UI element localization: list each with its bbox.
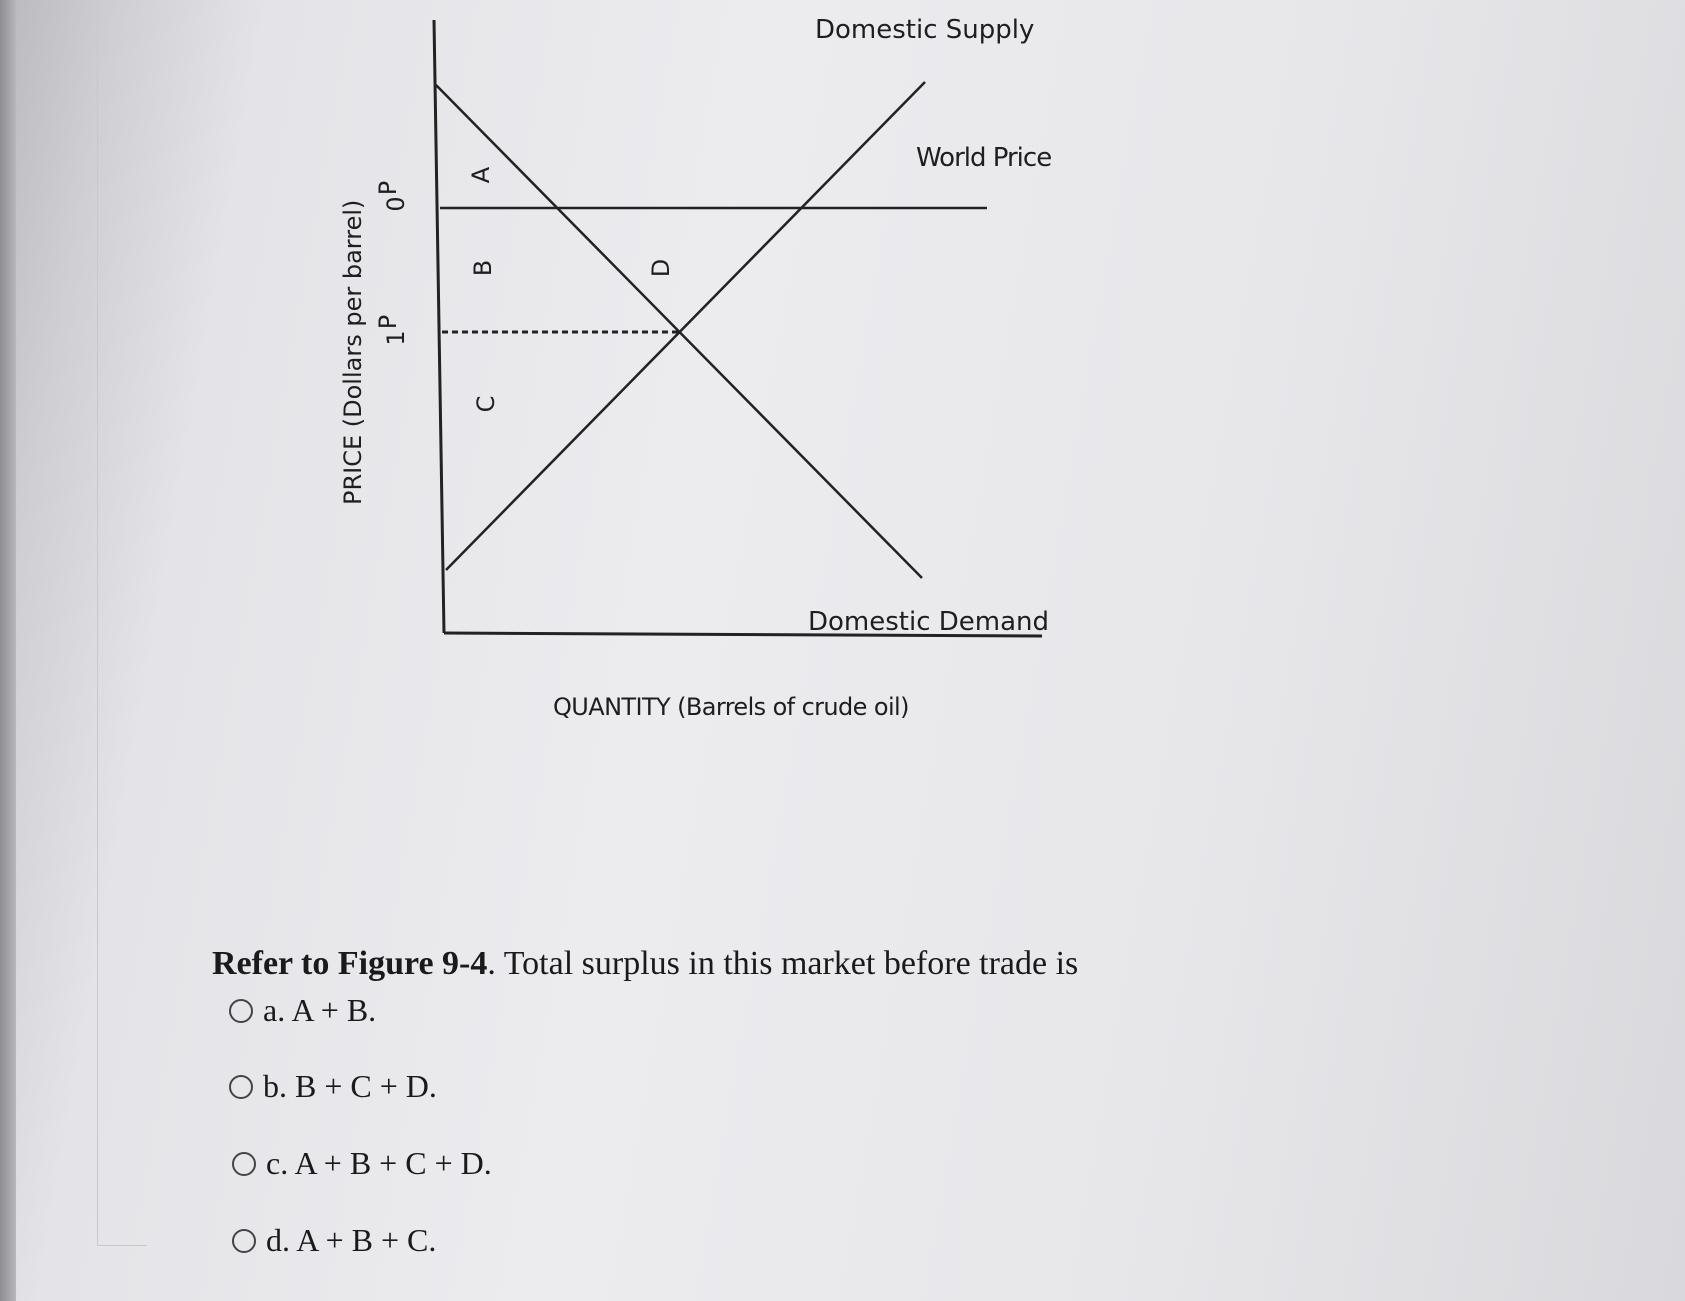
option-b[interactable] [229,1068,437,1105]
option-c[interactable] [232,1145,492,1182]
option-d[interactable] [232,1222,436,1259]
svg-text:P: P [374,180,402,196]
area-d-label: D [647,258,675,278]
area-b-label: B [469,259,497,277]
radio-option-c[interactable] [232,1152,256,1176]
figure-reference: Refer to Figure 9-4 [212,945,488,982]
svg-text:1: 1 [382,330,410,346]
option-b-label: b. B + C + D. [263,1068,437,1104]
radio-option-d[interactable] [232,1229,256,1253]
option-a[interactable] [229,992,376,1029]
option-a-label: a. A + B. [263,992,377,1028]
p0-label [374,181,410,212]
option-c-label: c. A + B + C + D. [266,1145,492,1181]
radio-option-a[interactable] [229,999,253,1023]
x-axis-title: QUANTITY (Barrels of crude oil) [553,693,909,721]
svg-text:P: P [374,314,402,330]
question-text [212,945,1078,983]
domestic-supply-curve [446,82,925,570]
y-axis [434,20,444,633]
domestic-demand-label: Domestic Demand [808,607,1050,637]
area-a-label: A [467,166,495,184]
y-axis-title: PRICE (Dollars per barrel) [339,199,367,505]
svg-text:0: 0 [382,196,410,212]
world-price-label: World Price [916,143,1052,173]
area-c-label: C [472,395,500,413]
domestic-supply-label: Domestic Supply [815,15,1035,45]
question-body: . Total surplus in this market before trade is [487,945,1079,982]
radio-option-b[interactable] [229,1075,253,1099]
option-d-label: d. A + B + C. [266,1222,437,1258]
p1-label [374,315,410,346]
